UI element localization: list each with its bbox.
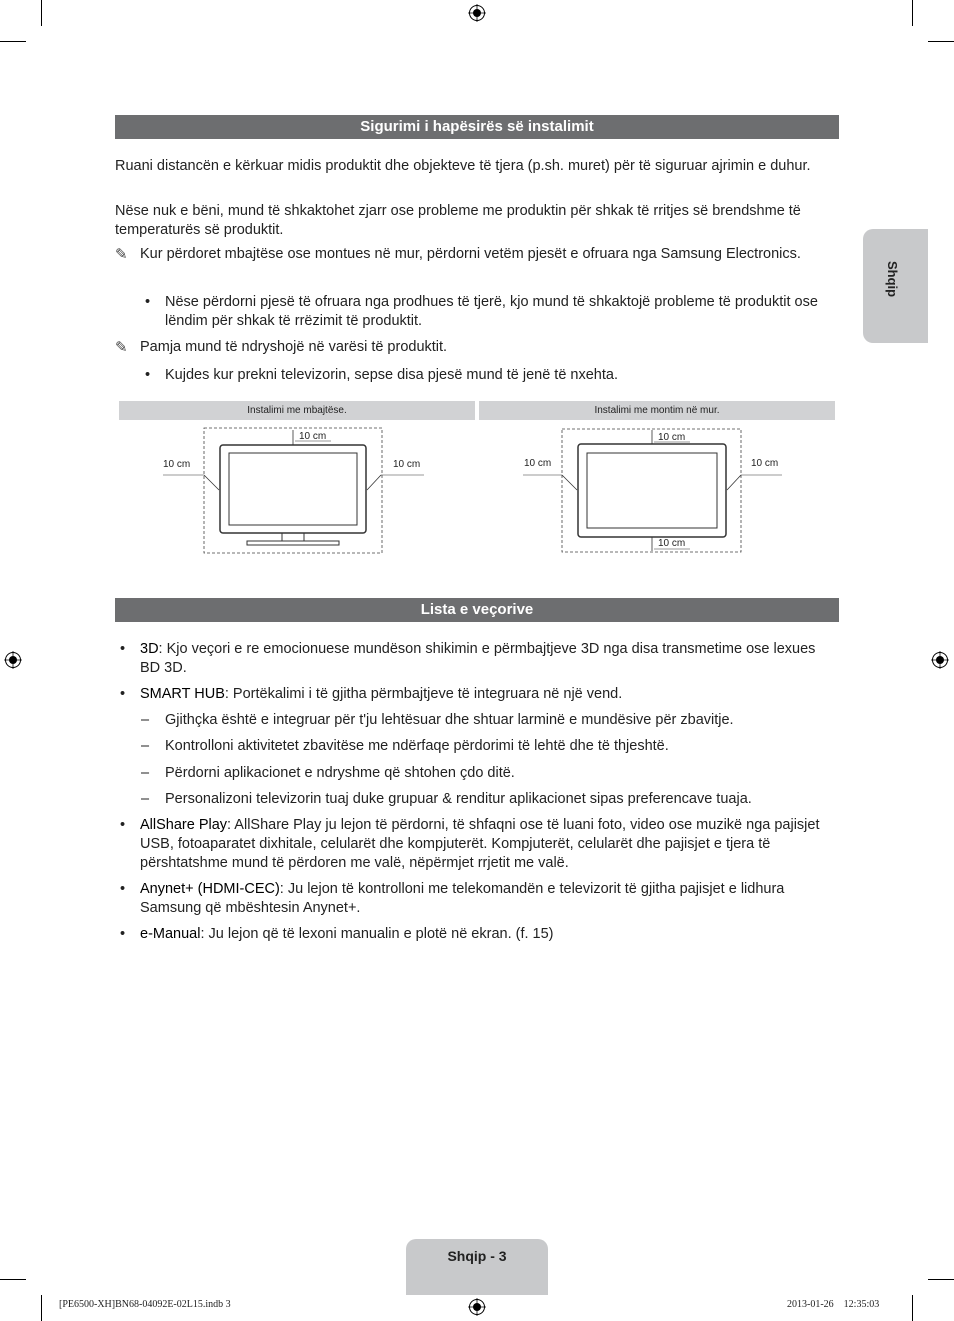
diagram-title-wall: Instalimi me montim në mur. xyxy=(479,401,835,420)
crop-mark xyxy=(41,1295,42,1321)
list-item-text: Nëse përdorni pjesë të ofruara nga prodhues të tjerë, kjo mund të shkaktojë probleme të produktit ose lëndim për shkak të rrëzimit të produktit. xyxy=(165,294,818,329)
crop-mark xyxy=(0,1279,26,1280)
note-text: Kur përdoret mbajtëse ose montues në mur, përdorni vetëm pjesët e ofruara nga Samsung Electronics. xyxy=(140,246,801,262)
feature-desc: : Ju lejon të kontrolloni me telekomandën e televizorit të gjitha pajisjet e lidhura Samsung që mbështesin Anynet+. xyxy=(140,881,785,916)
dash-icon: – xyxy=(141,765,150,781)
feature-term: e-Manual xyxy=(140,926,201,942)
diagram-title-stand: Instalimi me mbajtëse. xyxy=(119,401,475,420)
sub-list-item-text: Personalizoni televizorin tuaj duke grupuar & renditur aplikacionet sipas preferencave tuaja. xyxy=(165,791,752,807)
note-item xyxy=(115,338,839,357)
stand-installation-diagram xyxy=(119,420,475,560)
feature-item xyxy=(115,685,839,704)
sub-list-item-text: Gjithçka është e integruar për t'ju lehtësuar dhe shtuar larminë e mundësive për zbavitje. xyxy=(165,712,734,728)
clearance-label-top: 10 cm xyxy=(299,431,327,442)
clearance-label-bottom: 10 cm xyxy=(658,538,686,549)
bullet-icon: • xyxy=(120,817,126,833)
crop-mark xyxy=(0,41,26,42)
crop-mark xyxy=(928,41,954,42)
section-title-installation-space: Sigurimi i hapësirës së instalimit xyxy=(115,115,839,139)
sub-list-item xyxy=(115,711,839,730)
crop-mark xyxy=(41,0,42,26)
list-item-text: Kujdes kur prekni televizorin, sepse disa pjesë mund të jenë të nxehta. xyxy=(165,367,618,383)
note-text: Pamja mund të ndryshojë në varësi të produktit. xyxy=(140,339,448,355)
registration-mark-icon xyxy=(468,4,486,22)
sub-list-item xyxy=(115,790,839,809)
list-item xyxy=(115,366,839,385)
pencil-note-icon: ✎ xyxy=(115,246,128,263)
registration-mark-icon xyxy=(4,651,22,669)
registration-mark-icon xyxy=(468,1298,486,1316)
footer-file-info: [PE6500-XH]BN68-04092E-02L15.indb 3 xyxy=(59,1299,231,1310)
crop-mark xyxy=(912,1295,913,1321)
feature-item xyxy=(115,640,839,678)
clearance-label-right: 10 cm xyxy=(751,458,779,469)
bullet-icon: • xyxy=(120,881,126,897)
feature-term: 3D xyxy=(140,641,159,657)
feature-item xyxy=(115,925,839,944)
dash-icon: – xyxy=(141,738,150,754)
note-item xyxy=(115,245,839,264)
language-side-tab xyxy=(863,229,928,343)
feature-desc: : Ju lejon që të lexoni manualin e plotë në ekran. (f. 15) xyxy=(200,926,554,942)
sub-list-item xyxy=(115,764,839,783)
clearance-label-right: 10 cm xyxy=(393,459,421,470)
feature-term: Anynet+ (HDMI-CEC) xyxy=(140,881,280,897)
feature-desc: : Kjo veçori e re emocionuese mundëson shikimin e përmbajtjeve 3D nga disa transmetime ose lexues BD 3D. xyxy=(140,641,816,676)
side-tab-label: Shqip xyxy=(885,261,900,298)
clearance-label-top: 10 cm xyxy=(658,432,686,443)
clearance-label-left: 10 cm xyxy=(524,458,552,469)
footer-timestamp: 2013-01-26 12:35:03 xyxy=(787,1299,880,1310)
crop-mark xyxy=(928,1279,954,1280)
registration-mark-icon xyxy=(931,651,949,669)
feature-item xyxy=(115,880,839,918)
feature-term: SMART HUB xyxy=(140,686,225,702)
sub-list-item xyxy=(115,737,839,756)
dash-icon: – xyxy=(141,791,150,807)
paragraph: Nëse nuk e bëni, mund të shkaktohet zjarr ose probleme me produktin për shkak të rritjes së brendshme të temperaturës së produktit. xyxy=(115,203,801,238)
bullet-icon: • xyxy=(120,686,126,702)
crop-mark xyxy=(912,0,913,26)
section-title-features: Lista e veçorive xyxy=(115,598,839,622)
pencil-note-icon: ✎ xyxy=(115,339,128,356)
bullet-icon: • xyxy=(120,641,126,657)
feature-item xyxy=(115,816,839,873)
bullet-icon: • xyxy=(145,367,151,383)
feature-desc: : AllShare Play ju lejon të përdorni, të shfaqni ose të luani foto, video ose muzikë nga pajisjet USB, fotoaparatet dixhitale, celularët dhe kompjuterët. Kompjuterët, celularët dhe pajisjet e tjera të përshtatshme mund të përdoren me valë, nëpërmjet rrjetit me valë. xyxy=(140,817,820,871)
sub-list-item-text: Kontrolloni aktivitetet zbavitëse me ndërfaqe përdorimi të lehtë dhe të thjeshtë. xyxy=(165,738,669,754)
list-item xyxy=(115,293,839,331)
sub-list-item-text: Përdorni aplikacionet e ndryshme që shtohen çdo ditë. xyxy=(165,765,515,781)
paragraph: Ruani distancën e kërkuar midis produktit dhe objekteve të tjera (p.sh. muret) për të siguruar ajrimin e duhur. xyxy=(115,158,811,174)
page-number-tab xyxy=(406,1239,548,1295)
wall-installation-diagram xyxy=(479,420,835,560)
clearance-label-left: 10 cm xyxy=(163,459,191,470)
dash-icon: – xyxy=(141,712,150,728)
bullet-icon: • xyxy=(145,294,151,310)
feature-desc: : Portëkalimi i të gjitha përmbajtjeve të integruara në një vend. xyxy=(224,686,623,702)
page-number: Shqip - 3 xyxy=(447,1248,507,1264)
bullet-icon: • xyxy=(120,926,126,942)
feature-term: AllShare Play xyxy=(140,817,228,833)
